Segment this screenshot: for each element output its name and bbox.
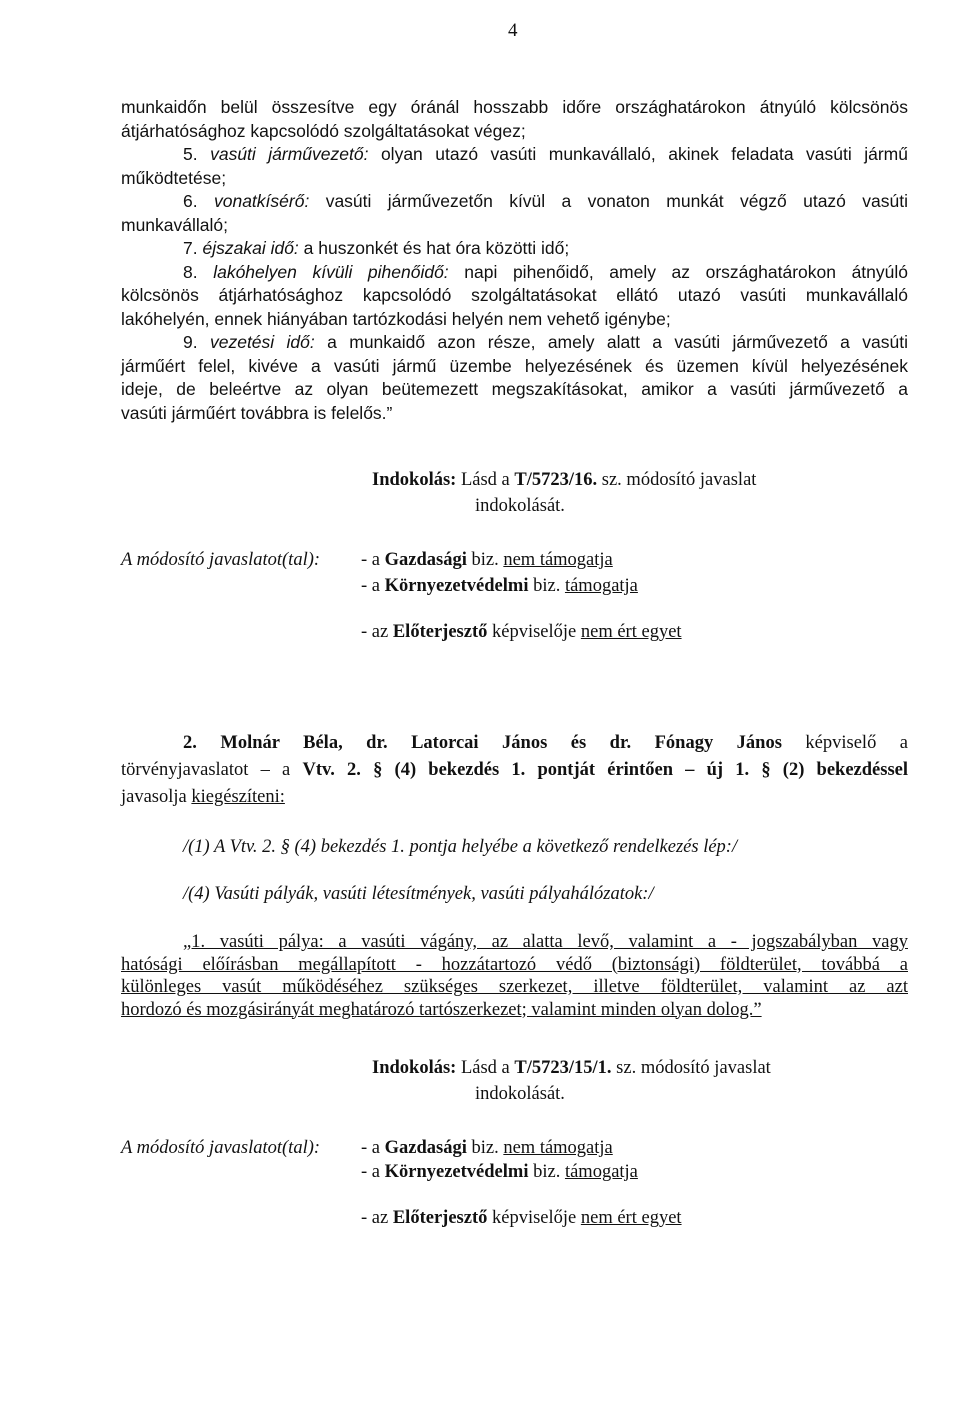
quoted-line: hordozó és mozgásirányát meghatározó tartószerkezet; valamint minden olyan dolog.” [121,999,762,1020]
definition-line: lakóhelyén, ennek hiányában tartózkodási helyén nem vehető igénybe; [121,308,671,329]
amendment-2-line3: javasolja kiegészíteni: [121,787,285,807]
definition-term: vasúti járművezető: [210,144,369,164]
definition-term: lakóhelyen kívüli pihenőidő: [213,261,449,282]
reasoning-2-line2: indokolását. [475,1084,565,1104]
reasoning-2: Indokolás: Lásd a T/5723/15/1. sz. módosító javaslat [372,1058,771,1078]
definition-line: vasúti járműért továbbra is felelős.” [121,402,393,423]
reasoning-1: Indokolás: Lásd a T/5723/16. sz. módosító javaslat [372,470,757,490]
definition-line: járműért felel, kivéve a vasúti jármű üzembe helyezésének és üzemen kívül helyezésének [121,355,908,376]
quoted-line: „1. vasúti pálya: a vasúti vágány, az alatta levő, valamint a - jogszabályban vagy [183,932,908,952]
definition-term: vezetési idő: [209,332,315,352]
amendment-2-line2: törvényjavaslatot – a Vtv. 2. § (4) bekezdés 1. pontját érintően – új 1. § (2) bekezdéssel [121,760,909,780]
page-number: 4 [508,20,518,41]
amendment-2 [121,730,908,811]
definition-item-6: 6. vonatkísérő: vasúti járművezetőn kívül a vonaton munkát végző utazó vasúti [183,191,908,211]
reasoning-1-line2: indokolását. [475,496,565,516]
presenter-position-1: - az Előterjesztő képviselője nem ért egyet [361,622,682,642]
definition-line: kölcsönös átjárhatósághoz kapcsolódó szolgáltatásokat ellátó utazó vasúti munkavállaló [121,285,908,305]
proposal-label-1: A módosító javaslatot(tal): [121,550,321,570]
law-reference-2: /(4) Vasúti pályák, vasúti létesítmények, vasúti pályahálózatok:/ [183,884,654,904]
committee-position-4: - a Környezetvédelmi biz. támogatja [361,1162,638,1182]
definition-line: munkavállaló; [121,214,228,235]
law-reference-1: /(1) A Vtv. 2. § (4) bekezdés 1. pontja helyébe a következő rendelkezés lép:/ [183,837,738,857]
amendment-2-line1: 2. Molnár Béla, dr. Latorcai János és dr. Fónagy János képviselő a [183,733,909,753]
definition-item-9: 9. vezetési idő: a munkaidő azon része, amely alatt a vasúti járművezető a vasúti [183,332,908,352]
definition-term: vonatkísérő: [213,191,310,211]
definition-line: ideje, de beleértve az olyan beütemezett megszakításokat, amikor a vasúti járművezető a [121,379,908,399]
committee-position-1: - a Gazdasági biz. nem támogatja [361,550,613,570]
definition-line: munkaidőn belül összesítve egy óránál hosszabb időre országhatárokon átnyúló kölcsönös [121,97,908,117]
definition-item-8: 8. lakóhelyen kívüli pihenőidő: napi pihenőidő, amely az országhatárokon átnyúló [183,261,908,282]
quoted-provision [121,931,908,1021]
proposal-label-2: A módosító javaslatot(tal): [121,1138,321,1158]
definition-term: éjszakai idő: [202,238,299,258]
presenter-position-2: - az Előterjesztő képviselője nem ért egyet [361,1208,682,1228]
quoted-line: különleges vasút működéséhez szükséges szerkezet, illetve földterület, valamint az azt [121,977,908,997]
quoted-line: hatósági előírásban megállapított - hozzátartozó védő (biztonsági) földterület, továbbá a [121,954,908,975]
committee-position-2: - a Környezetvédelmi biz. támogatja [361,576,638,596]
definition-item-7: 7. éjszakai idő: a huszonkét és hat óra közötti idő; [183,238,570,258]
definition-item-5: 5. vasúti járművezető: olyan utazó vasúti munkavállaló, akinek feladata vasúti jármű [183,144,908,164]
definition-line: működtetése; [121,167,227,188]
definitions-block [121,96,908,425]
definition-line: átjárhatósághoz kapcsolódó szolgáltatásokat végez; [121,120,526,141]
committee-position-3: - a Gazdasági biz. nem támogatja [361,1138,613,1158]
